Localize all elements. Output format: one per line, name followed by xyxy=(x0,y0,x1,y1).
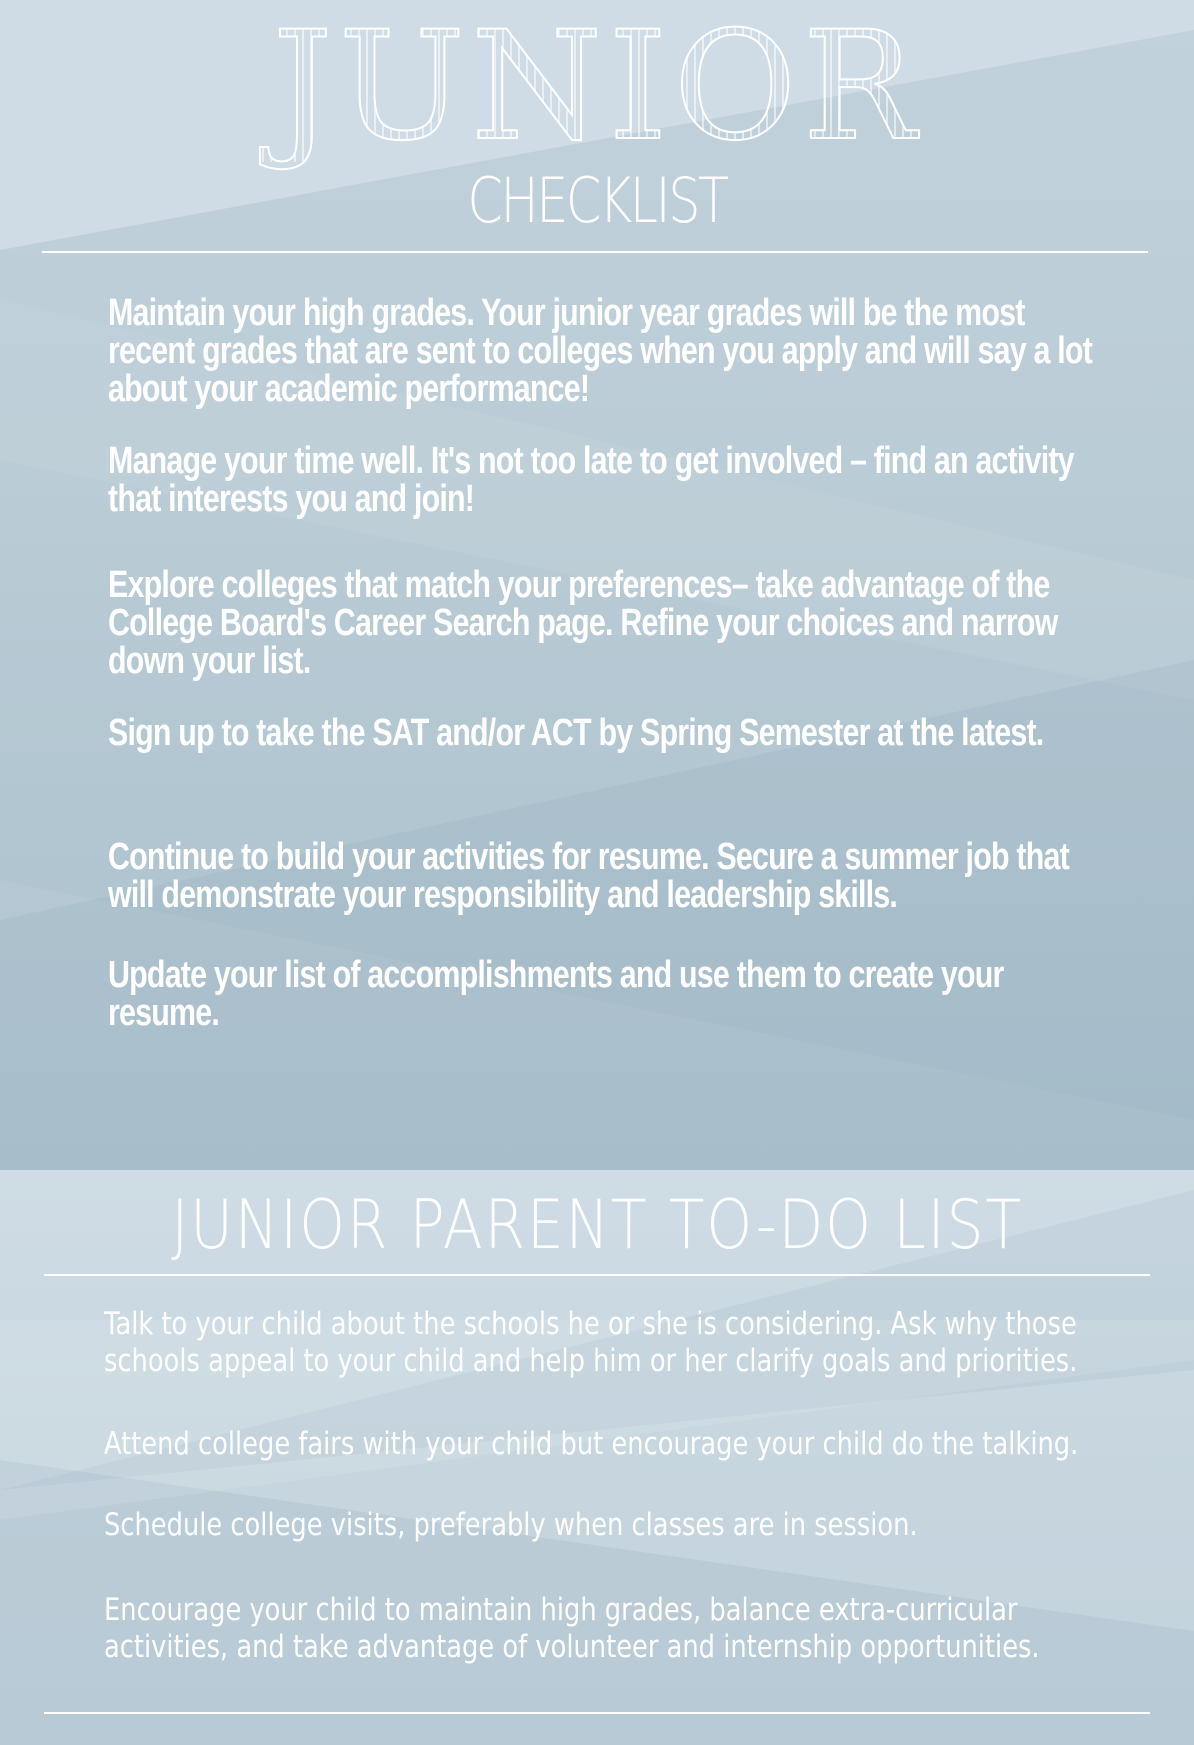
checklist-item-time: Manage your time well. It's not too late to get involved – find an activity that interests you and join! xyxy=(108,440,1074,520)
todo-item-college-visits: Schedule college visits, preferably when classes are in session. xyxy=(104,1507,918,1543)
todo-item-encourage: Encourage your child to maintain high grades, balance extra-curricular activities, and take advantage of volunteer and internship opportunities. xyxy=(104,1592,1040,1665)
page-title: JUNIOR xyxy=(0,12,1194,162)
checklist-item-explore-colleges: Explore colleges that match your preferences– take advantage of the College Board's Career Search page. Refine your choices and narrow down your list. xyxy=(108,564,1058,682)
checklist-item-sat-act: Sign up to take the SAT and/or ACT by Spring Semester at the latest. xyxy=(108,712,1044,754)
parent-section-title: JUNIOR PARENT TO-DO LIST xyxy=(171,1186,1023,1265)
checklist-item-accomplishments: Update your list of accomplishments and use them to create your resume. xyxy=(108,954,1004,1034)
divider xyxy=(44,1712,1150,1714)
divider xyxy=(44,1274,1150,1276)
todo-item-talk: Talk to your child about the schools he or she is considering. Ask why those schools appeal to your child and help him or her clarify goals and priorities. xyxy=(104,1306,1078,1379)
checklist-item-grades: Maintain your high grades. Your junior year grades will be the most recent grades that are sent to colleges when you apply and will say a lot about your academic performance! xyxy=(108,292,1092,410)
parent-todo-section xyxy=(0,1170,1194,1745)
title-block xyxy=(0,0,1194,237)
page-subtitle: CHECKLIST xyxy=(467,164,727,237)
todo-item-college-fairs: Attend college fairs with your child but encourage your child do the talking. xyxy=(104,1426,1079,1462)
divider xyxy=(42,251,1148,253)
checklist-item-activities: Continue to build your activities for resume. Secure a summer job that will demonstrate your responsibility and leadership skills. xyxy=(108,836,1069,916)
